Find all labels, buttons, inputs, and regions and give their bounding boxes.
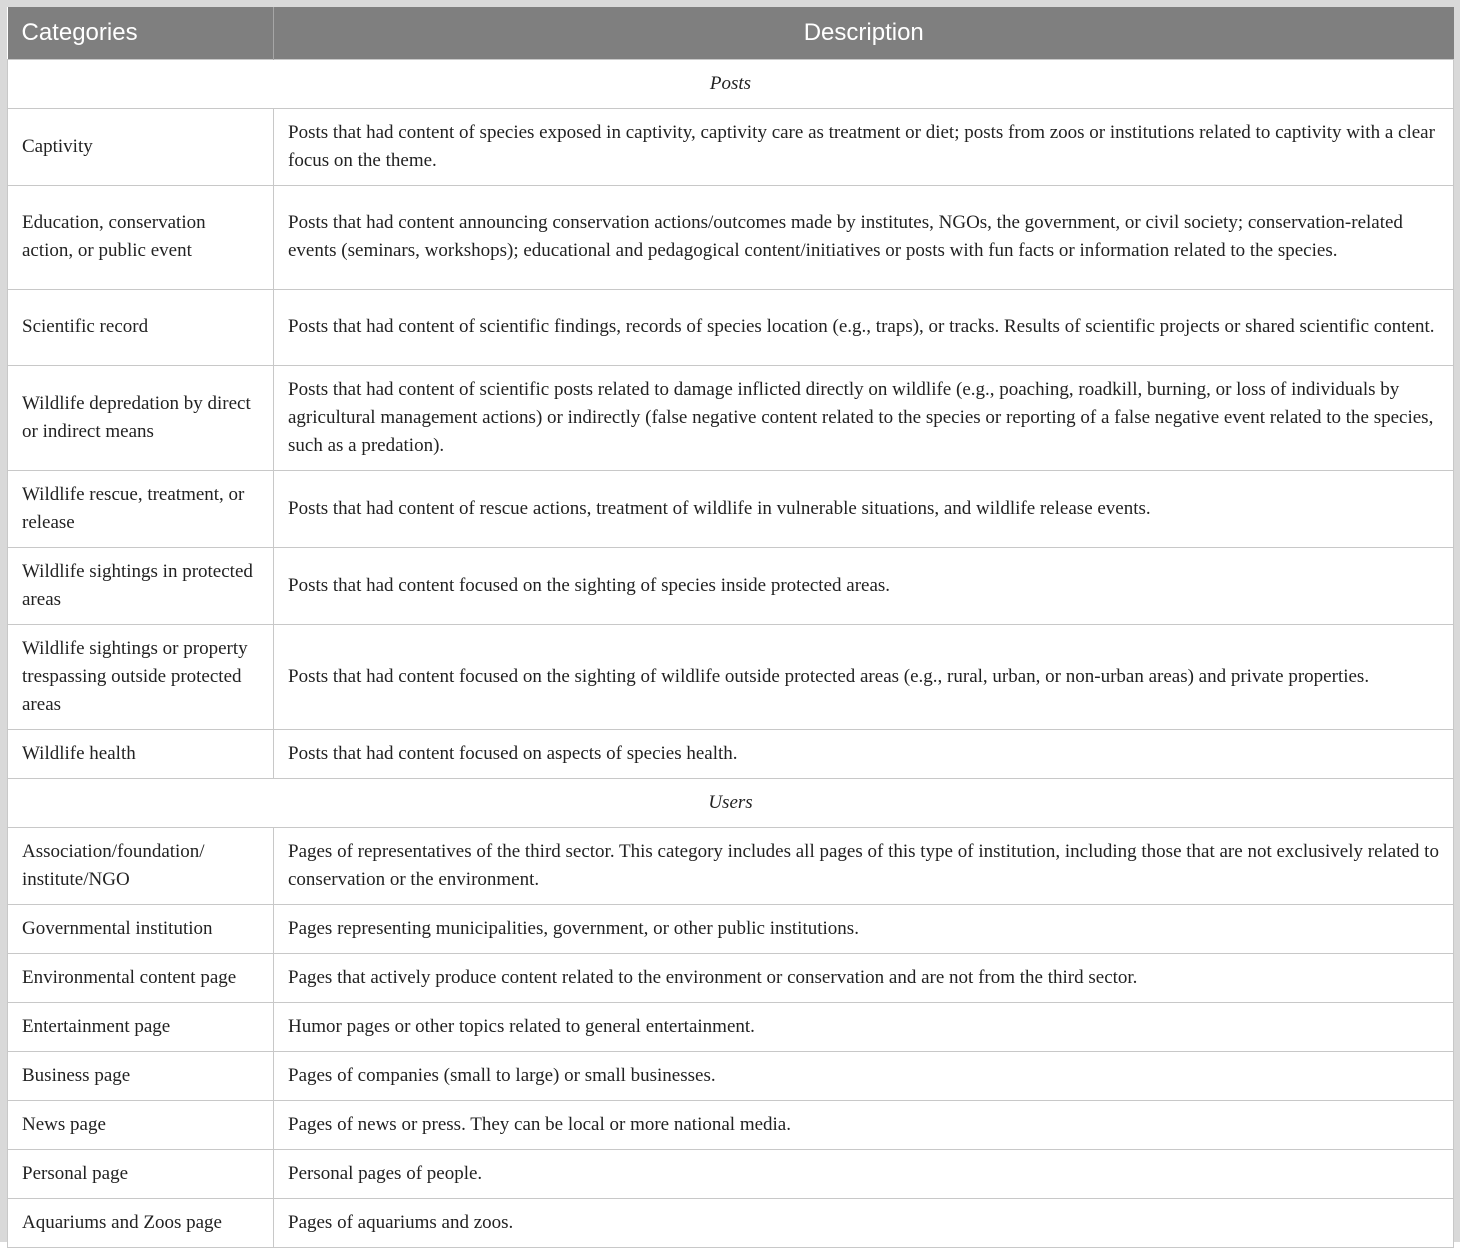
category-cell: Environmental content page [8, 953, 274, 1002]
table-row [8, 470, 1454, 547]
section-title: Users [8, 778, 1454, 827]
description-cell: Posts that had content focused on the sighting of wildlife outside protected areas (e.g., rural, urban, or non-urban areas) and private properties. [274, 624, 1454, 729]
table-row [8, 289, 1454, 365]
description-cell: Pages of news or press. They can be local or more national media. [274, 1100, 1454, 1149]
table-row [8, 953, 1454, 1002]
section-row-users [8, 778, 1454, 827]
description-cell: Posts that had content focused on the sighting of species inside protected areas. [274, 547, 1454, 624]
description-cell: Pages that actively produce content related to the environment or conservation and are not from the third sector. [274, 953, 1454, 1002]
table-row [8, 1002, 1454, 1051]
table-row [8, 1051, 1454, 1100]
description-cell: Posts that had content focused on aspects of species health. [274, 729, 1454, 778]
category-cell: Wildlife depredation by direct or indirect means [8, 365, 274, 470]
section-row-posts [8, 59, 1454, 108]
table-row [8, 1149, 1454, 1198]
table-row [8, 365, 1454, 470]
table-row [8, 729, 1454, 778]
categories-table [7, 7, 1454, 1248]
section-title: Posts [8, 59, 1454, 108]
description-cell: Pages of representatives of the third sector. This category includes all pages of this type of institution, including those that are not exclusively related to conservation or the environment. [274, 827, 1454, 904]
category-cell: Personal page [8, 1149, 274, 1198]
category-cell: Captivity [8, 108, 274, 185]
category-cell: Aquariums and Zoos page [8, 1198, 274, 1247]
table-row [8, 108, 1454, 185]
table-row [8, 1198, 1454, 1247]
description-cell: Posts that had content of scientific posts related to damage inflicted directly on wildlife (e.g., poaching, roadkill, burning, or loss of individuals by agricultural management actions) or indirectly (false negative content related to the species or reporting of a false negative event related to the species, such as a predation). [274, 365, 1454, 470]
category-cell: News page [8, 1100, 274, 1149]
category-cell: Association/foundation/ institute/NGO [8, 827, 274, 904]
table-row [8, 547, 1454, 624]
header-description: Description [274, 7, 1454, 59]
table-row [8, 185, 1454, 289]
category-cell: Wildlife sightings in protected areas [8, 547, 274, 624]
table-row [8, 624, 1454, 729]
category-cell: Business page [8, 1051, 274, 1100]
table-row [8, 904, 1454, 953]
category-cell: Wildlife sightings or property trespassing outside protected areas [8, 624, 274, 729]
header-categories: Categories [8, 7, 274, 59]
description-cell: Humor pages or other topics related to general entertainment. [274, 1002, 1454, 1051]
description-cell: Posts that had content announcing conservation actions/outcomes made by institutes, NGOs, the government, or civil society; conservation-related events (seminars, workshops); educational and pedagogical content/initiatives or posts with fun facts or information related to the species. [274, 185, 1454, 289]
description-cell: Pages of companies (small to large) or small businesses. [274, 1051, 1454, 1100]
description-cell: Posts that had content of species exposed in captivity, captivity care as treatment or diet; posts from zoos or institutions related to captivity with a clear focus on the theme. [274, 108, 1454, 185]
description-cell: Pages representing municipalities, government, or other public institutions. [274, 904, 1454, 953]
description-cell: Pages of aquariums and zoos. [274, 1198, 1454, 1247]
description-cell: Posts that had content of scientific findings, records of species location (e.g., traps), or tracks. Results of scientific projects or shared scientific content. [274, 289, 1454, 365]
header-row [8, 7, 1454, 59]
table-row [8, 827, 1454, 904]
description-cell: Posts that had content of rescue actions, treatment of wildlife in vulnerable situations, and wildlife release events. [274, 470, 1454, 547]
table-row [8, 1100, 1454, 1149]
category-cell: Wildlife health [8, 729, 274, 778]
category-cell: Education, conservation action, or public event [8, 185, 274, 289]
category-cell: Wildlife rescue, treatment, or release [8, 470, 274, 547]
category-cell: Entertainment page [8, 1002, 274, 1051]
description-cell: Personal pages of people. [274, 1149, 1454, 1198]
category-cell: Governmental institution [8, 904, 274, 953]
category-cell: Scientific record [8, 289, 274, 365]
